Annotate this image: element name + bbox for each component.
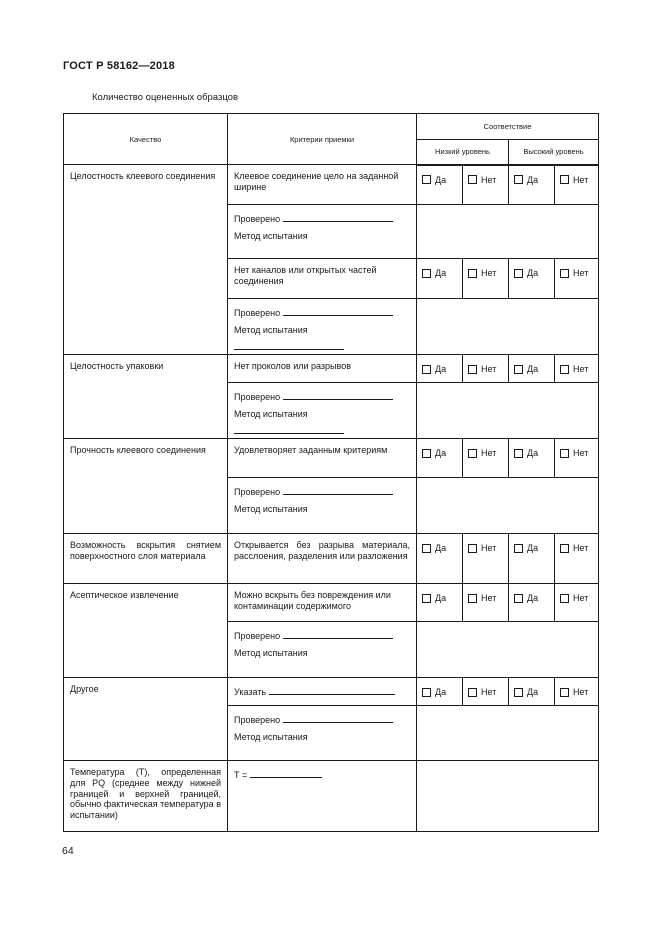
- verified-label: Проверено: [234, 715, 281, 725]
- option-label: Да: [527, 593, 539, 603]
- option-label: Нет: [481, 593, 497, 603]
- low-yes-checkbox[interactable]: [417, 165, 463, 205]
- verified-label: Проверено: [234, 631, 281, 641]
- empty-compliance-cell: [417, 383, 599, 439]
- high-yes-checkbox[interactable]: [509, 259, 555, 299]
- verified-input[interactable]: [283, 389, 393, 400]
- method-label: Метод испытания: [234, 648, 308, 658]
- checkbox-square[interactable]: [422, 594, 431, 603]
- checkbox-square[interactable]: [560, 175, 569, 184]
- low-no-checkbox[interactable]: [463, 439, 509, 478]
- checkbox-square[interactable]: [560, 594, 569, 603]
- option-label: Нет: [481, 174, 497, 185]
- option-label: Да: [435, 174, 447, 185]
- column-header-compliance: Соответствие: [417, 114, 599, 140]
- method-label: Метод испытания: [234, 504, 308, 514]
- quality-cell: Целостность клеевого соединения: [64, 165, 228, 355]
- empty-compliance-cell: [417, 706, 599, 761]
- empty-compliance-cell: [417, 299, 599, 355]
- empty-compliance-cell: [417, 205, 599, 259]
- low-yes-checkbox[interactable]: [417, 584, 463, 622]
- verified-label: Проверено: [234, 214, 281, 224]
- specify-input[interactable]: [269, 684, 395, 695]
- option-label: Да: [435, 448, 447, 458]
- quality-cell: Другое: [64, 678, 228, 761]
- high-no-checkbox[interactable]: [555, 355, 599, 383]
- verified-label: Проверено: [234, 308, 281, 318]
- column-header-quality: Качество: [64, 114, 228, 165]
- verified-input[interactable]: [283, 628, 393, 639]
- verified-label: Проверено: [234, 487, 281, 497]
- page-number: 64: [62, 845, 74, 857]
- option-label: Нет: [573, 174, 589, 185]
- verified-input[interactable]: [283, 211, 393, 222]
- criteria-cell: Нет проколов или разрывов: [228, 355, 417, 383]
- checkbox-square[interactable]: [422, 365, 431, 374]
- criteria-cell: Клеевое соединение цело на заданной ширине: [228, 165, 417, 205]
- low-no-checkbox[interactable]: [463, 678, 509, 706]
- checkbox-square[interactable]: [422, 269, 431, 278]
- low-yes-checkbox[interactable]: [417, 534, 463, 584]
- option-label: Нет: [481, 687, 497, 697]
- method-label: Метод испытания: [234, 325, 308, 335]
- low-no-checkbox[interactable]: [463, 259, 509, 299]
- verified-input[interactable]: [283, 712, 393, 723]
- option-label: Нет: [481, 448, 497, 458]
- high-yes-checkbox[interactable]: [509, 534, 555, 584]
- quality-cell: Прочность клеевого соединения: [64, 439, 228, 534]
- verified-input[interactable]: [283, 484, 393, 495]
- option-label: Нет: [481, 268, 497, 278]
- verified-label: Проверено: [234, 392, 281, 402]
- checkbox-square[interactable]: [560, 544, 569, 553]
- checkbox-square[interactable]: [422, 544, 431, 553]
- low-no-checkbox[interactable]: [463, 355, 509, 383]
- option-label: Нет: [573, 543, 589, 553]
- high-no-checkbox[interactable]: [555, 584, 599, 622]
- high-no-checkbox[interactable]: [555, 165, 599, 205]
- checkbox-square[interactable]: [514, 544, 523, 553]
- high-yes-checkbox[interactable]: [509, 584, 555, 622]
- low-yes-checkbox[interactable]: [417, 439, 463, 478]
- column-header-high-level: Высокий уровень: [509, 140, 599, 165]
- checkbox-square[interactable]: [560, 365, 569, 374]
- criteria-cell: [228, 761, 417, 832]
- table-row: [64, 678, 599, 706]
- low-yes-checkbox[interactable]: [417, 355, 463, 383]
- option-label: Да: [435, 593, 447, 603]
- low-no-checkbox[interactable]: [463, 534, 509, 584]
- verification-cell: [228, 383, 417, 439]
- option-label: Да: [527, 174, 539, 185]
- column-header-low-level: Низкий уровень: [417, 140, 509, 165]
- checkbox-square[interactable]: [514, 449, 523, 458]
- acceptance-criteria-table: [63, 113, 599, 832]
- empty-compliance-cell: [417, 761, 599, 832]
- option-label: Да: [435, 364, 447, 374]
- checkbox-square[interactable]: [468, 688, 477, 697]
- samples-count-caption: Количество оцененных образцов: [92, 92, 239, 103]
- verification-cell: [228, 706, 417, 761]
- quality-cell: Температура (Т), определенная для PQ (среднее между нижней границей и верхней границей, обычно фактическая температура в испытании): [64, 761, 228, 832]
- verification-cell: [228, 299, 417, 355]
- high-no-checkbox[interactable]: [555, 678, 599, 706]
- method-input[interactable]: [234, 429, 344, 434]
- high-no-checkbox[interactable]: [555, 259, 599, 299]
- checkbox-square[interactable]: [560, 449, 569, 458]
- option-label: Да: [435, 543, 447, 553]
- option-label: Да: [527, 364, 539, 374]
- criteria-cell: Нет каналов или открытых частей соединения: [228, 259, 417, 299]
- method-label: Метод испытания: [234, 732, 308, 742]
- checkbox-square[interactable]: [468, 594, 477, 603]
- option-label: Да: [527, 448, 539, 458]
- verified-input[interactable]: [283, 305, 393, 316]
- checkbox-square[interactable]: [514, 688, 523, 697]
- temperature-label: Т =: [234, 770, 248, 780]
- option-label: Нет: [573, 687, 589, 697]
- criteria-cell: Открывается без разрыва материала, расслоения, разделения или разложения: [228, 534, 417, 584]
- high-yes-checkbox[interactable]: [509, 439, 555, 478]
- checkbox-square[interactable]: [514, 269, 523, 278]
- low-yes-checkbox[interactable]: [417, 259, 463, 299]
- option-label: Да: [527, 543, 539, 553]
- option-label: Да: [527, 268, 539, 278]
- option-label: Нет: [573, 364, 589, 374]
- checkbox-square[interactable]: [514, 594, 523, 603]
- checkbox-square[interactable]: [422, 175, 431, 184]
- quality-cell: Целостность упаковки: [64, 355, 228, 439]
- column-header-criteria: Критерии приемки: [228, 114, 417, 165]
- checkbox-square[interactable]: [468, 449, 477, 458]
- criteria-cell: Удовлетворяет заданным критериям: [228, 439, 417, 478]
- table-row: [64, 534, 599, 584]
- checkbox-square[interactable]: [422, 688, 431, 697]
- checkbox-square[interactable]: [560, 269, 569, 278]
- option-label: Нет: [573, 268, 589, 278]
- option-label: Нет: [481, 364, 497, 374]
- method-input[interactable]: [234, 345, 344, 350]
- option-label: Нет: [481, 543, 497, 553]
- verification-cell: [228, 205, 417, 259]
- table-row: [64, 439, 599, 478]
- checkbox-square[interactable]: [468, 269, 477, 278]
- method-label: Метод испытания: [234, 231, 308, 241]
- high-yes-checkbox[interactable]: [509, 678, 555, 706]
- quality-cell: Асептическое извлечение: [64, 584, 228, 678]
- option-label: Да: [435, 687, 447, 697]
- checkbox-square[interactable]: [468, 175, 477, 184]
- empty-compliance-cell: [417, 478, 599, 534]
- high-no-checkbox[interactable]: [555, 439, 599, 478]
- low-yes-checkbox[interactable]: [417, 678, 463, 706]
- option-label: Да: [435, 268, 447, 278]
- table-row: [64, 165, 599, 205]
- criteria-cell: Можно вскрыть без повреждения или контаминации содержимого: [228, 584, 417, 622]
- option-label: Нет: [573, 448, 589, 458]
- method-label: Метод испытания: [234, 409, 308, 419]
- checkbox-square[interactable]: [514, 365, 523, 374]
- high-yes-checkbox[interactable]: [509, 165, 555, 205]
- checkbox-square[interactable]: [468, 544, 477, 553]
- checkbox-square[interactable]: [514, 175, 523, 184]
- table-row: [64, 355, 599, 383]
- low-no-checkbox[interactable]: [463, 584, 509, 622]
- temperature-input[interactable]: [250, 767, 322, 778]
- checkbox-square[interactable]: [468, 365, 477, 374]
- empty-compliance-cell: [417, 622, 599, 678]
- quality-cell: Возможность вскрытия снятием поверхностного слоя материала: [64, 534, 228, 584]
- high-yes-checkbox[interactable]: [509, 355, 555, 383]
- table-row: [64, 584, 599, 622]
- verification-cell: [228, 478, 417, 534]
- specify-label: Указать: [234, 687, 267, 697]
- table-row: [64, 761, 599, 832]
- checkbox-square[interactable]: [560, 688, 569, 697]
- standard-header: ГОСТ Р 58162—2018: [63, 60, 175, 72]
- high-no-checkbox[interactable]: [555, 534, 599, 584]
- low-no-checkbox[interactable]: [463, 165, 509, 205]
- criteria-cell: [228, 678, 417, 706]
- option-label: Да: [527, 687, 539, 697]
- option-label: Нет: [573, 593, 589, 603]
- checkbox-square[interactable]: [422, 449, 431, 458]
- verification-cell: [228, 622, 417, 678]
